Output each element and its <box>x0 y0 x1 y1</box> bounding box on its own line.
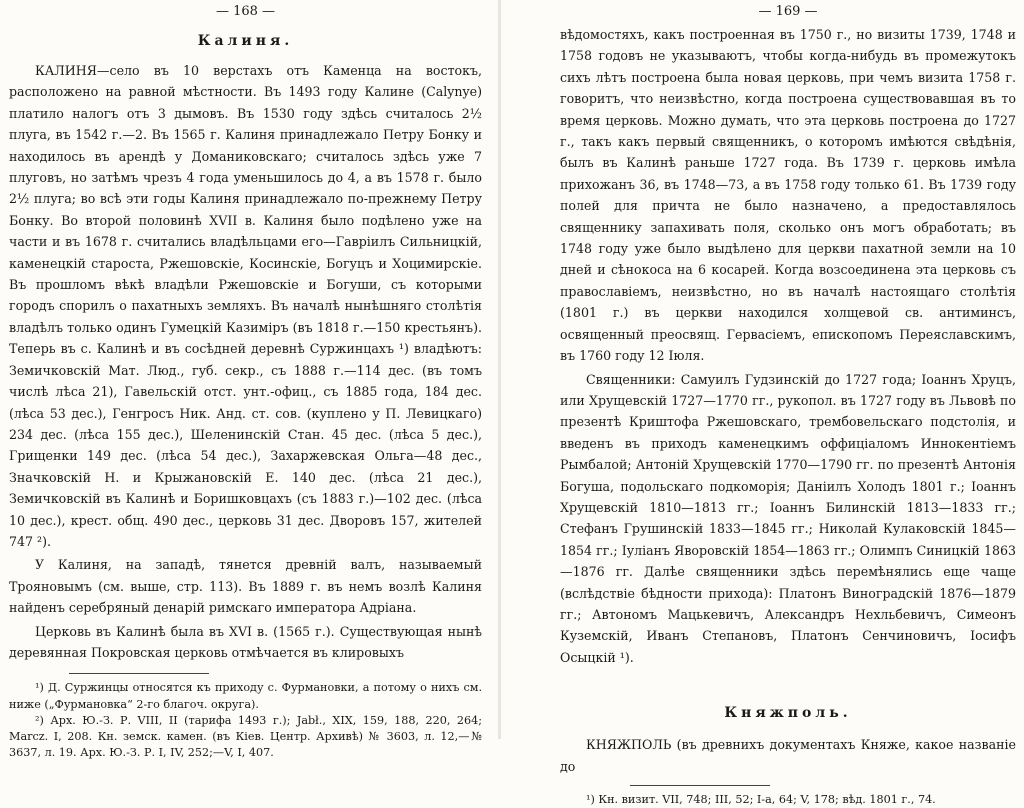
book-gutter <box>498 0 501 739</box>
left-footnote-2: ²) Арх. Ю.-З. Р. VIII, II (тарифа 1493 г.); Jabł., XIX, 159, 188, 220, 264; Marcz. I, 208. Кн. земск. камен. (въ Кіев. Центр. Архивѣ) № 3603, л. 12,—№ 3637, л. 19. Арх. Ю.-З. Р. I, IV, 252;—V, I, 407. <box>9 713 482 760</box>
left-page <box>0 0 496 760</box>
left-paragraph-3: Церковь въ Калинѣ была въ XVI в. (1565 г.). Существующая нынѣ деревянная Покровская церковь отмѣчается въ клировыхъ <box>9 623 482 660</box>
right-paragraph-1: вѣдомостяхъ, какъ построенная въ 1750 г., но визиты 1739, 1748 и 1758 годовъ не указываютъ, чтобы когда-нибудь въ промежутокъ сихъ лѣтъ построена была новая церковь, при чемъ визита 1758 г. говоритъ, что неизвѣстно, когда построена существовавшая въ то время церковь. Можно думать, что эта церковь построена до 1727 г., такъ какъ первый священникъ, о которомъ имѣются свѣдѣнія, былъ въ Калинѣ раньше 1727 года. Въ 1739 г. церковь имѣла прихожанъ 36, въ 1748—73, а въ 1758 году только 61. Въ 1739 году полей для причта не было назначено, а предоставлялось священнику запахивать поля, сколько онъ могъ обработать; въ 1748 году уже было выдѣлено для церкви пахатной земли на 10 дней и сѣнокоса на 6 косарей. Когда возсоединена эта церковь съ православіемъ, неизвѣстно, но въ началѣ настоящаго столѣтія (1801 г.) въ церкви находился холщевой св. антиминсъ, освященный преосвящ. Гервасіемъ, епископомъ Переяславскимъ, въ 1760 году 12 Іюля. <box>560 27 1016 364</box>
right-page <box>504 0 1024 806</box>
right-footnote-1: ¹) Кн. визит. VII, 748; III, 52; I-a, 64; V, 178; вѣд. 1801 г., 74. <box>586 793 936 806</box>
left-paragraph-2: У Калиня, на западѣ, тянется древній валъ, называемый Трояновымъ (см. выше, стр. 113). Въ 1889 г. въ немъ возлѣ Калиня найденъ серебряный денарій римскаго императора Адріана. <box>9 557 482 616</box>
left-footnote-rule <box>69 673 209 674</box>
right-footnote-rule <box>630 785 770 786</box>
left-page-number: — 168 — <box>215 4 276 19</box>
left-section-title: Калиня. <box>197 33 294 49</box>
right-paragraph-2: Священники: Самуилъ Гудзинскій до 1727 года; Іоаннъ Хруцъ, или Хрущевскій 1727—1770 гг., рукопол. въ 1727 году въ Львовѣ по презентѣ Криштофа Ржешовскаго, трембовельскаго подстолія, и введенъ въ приходъ каменецкимъ оффиціаломъ Иннокентіемъ Рымбалой; Антоній Хрущевскій 1770—1790 гг. по презентѣ Антонія Богуша, подольскаго подкоморія; Даніилъ Холодъ 1801 г.; Іоаннъ Хрущевскій 1810—1813 гг.; Іоаннъ Билинскій 1813—1833 гг.; Стефанъ Грушинскій 1833—1845 гг.; Николай Кулаковскій 1845—1854 гг.; Іуліанъ Яворовскій 1854—1863 гг.; Олимпъ Синицкій 1863—1876 гг. Далѣе священники здѣсь перемѣнялись еще чаще (вслѣдствіе бѣдности прихода): Платонъ Виноградскій 1876—1879 гг.; Автономъ Мацькевичъ, Александръ Нехльбевичъ, Симеонъ Куземскій, Иванъ Степановъ, Платонъ Сенчиновичъ, Іосифъ Осыцкій ¹). <box>560 371 1016 665</box>
right-page-number: — 169 — <box>758 4 818 19</box>
right-section-title: Княжполь. <box>724 705 852 722</box>
left-paragraph-1: КАЛИНЯ—село въ 10 верстахъ отъ Каменца на востокъ, расположено на равной мѣстности. Въ 1493 году Калине (Calynye) платило налогъ отъ 3 дымовъ. Въ 1530 году здѣсь считалось 2½ плуга, въ 1542 г.—2. Въ 1565 г. Калиня принадлежало Петру Бонку и находилось въ арендѣ у Доманиковскаго; считалось здѣсь уже 7 плуговъ, но затѣмъ чрезъ 4 года уменьшилось до 4, а въ 1578 г. было 2½ плуга; во всѣ эти годы Калиня принадлежало по-прежнему Петру Бонку. Во второй половинѣ XVII в. Калиня было подѣлено уже на части и въ 1678 г. считались владѣльцами его—Гавріилъ Сильницкій, каменецкій староста, Ржешовскіе, Косинскіе, Богуцъ и Хоцимирскіе. Въ прошломъ вѣкѣ владѣли Ржешовскіе и Богуши, съ которыми городъ спорилъ о пахатныхъ земляхъ. Въ началѣ нынѣшняго столѣтія владѣлъ только одинъ Гумецкій Казиміръ (въ 1818 г.—150 крестьянъ). Теперь въ с. Калинѣ и въ сосѣдней деревнѣ Суржинцахъ ¹) владѣютъ: Земичковскій Мат. Люд., губ. секр., съ 1888 г.—114 дес. (въ томъ числѣ лѣса 21), Гавельскій отст. унт.-офиц., съ 1885 года, 184 дес. (лѣса 53 дес.), Генгросъ Ник. Анд. ст. сов. (куплено у П. Левицкаго) 234 дес. (лѣса 155 дес.), Шеленинскій Стан. 45 дес. (лѣса 5 дес.), Грищенки 149 дес. (лѣса 54 дес.), Захаржевская Ольга—48 дес., Значковскій Н. и Крыжановскій Е. 140 дес. (лѣса 21 дес.), Земичковскій въ Калинѣ и Боришковцахъ (съ 1883 г.)—102 дес. (лѣса 10 дес.), крест. общ. 490 дес., церковь 31 дес. Дворовъ 157, жителей 747 ²). <box>9 63 482 549</box>
right-section-paragraph: КНЯЖПОЛЬ (въ древнихъ документахъ Княже, какое названіе до <box>560 737 1016 774</box>
left-footnote-1: ¹) Д. Суржинцы относятся къ приходу с. Фурмановки, а потому о нихъ см. ниже („Фурмановка“ 2-го благоч. округа). <box>9 681 482 711</box>
